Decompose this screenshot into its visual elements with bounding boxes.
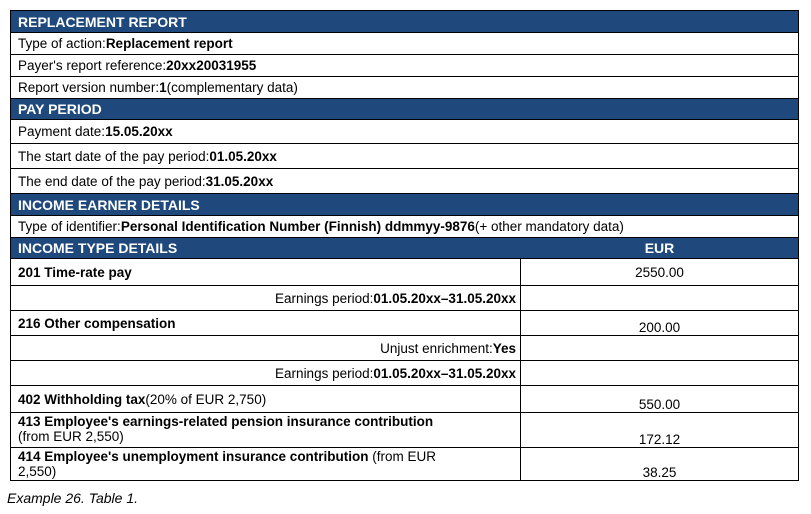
section-title: INCOME TYPE DETAILS [11, 238, 521, 258]
replacement-report-table [10, 10, 799, 481]
amount: 550.00 [638, 397, 681, 412]
section-header-replacement-report [11, 11, 798, 32]
report-version-value: 1 [159, 80, 167, 95]
amount: 38.25 [642, 465, 677, 480]
income-type-note: (20% of EUR 2,750) [145, 391, 267, 407]
income-type-name: 216 Other compensation [18, 315, 176, 331]
section-title: INCOME EARNER DETAILS [18, 196, 200, 213]
end-date-row: The end date of the pay period: 31.05.20xx [11, 168, 798, 193]
income-type-note: (from EUR 2,550) [18, 429, 124, 444]
amount: 172.12 [638, 432, 681, 447]
earnings-period-value: 01.05.20xx–31.05.20xx [373, 290, 516, 306]
earnings-period-row: Earnings period: 01.05.20xx–31.05.20xx [11, 285, 798, 310]
section-title: REPLACEMENT REPORT [18, 13, 187, 30]
start-date-row: The start date of the pay period: 01.05.20xx [11, 143, 798, 168]
unjust-enrichment-value: Yes [492, 340, 516, 356]
income-type-414-row [11, 447, 798, 480]
unjust-enrichment-row: Unjust enrichment: Yes [11, 335, 798, 360]
end-date-value: 31.05.20xx [205, 173, 274, 189]
income-type-name: 402 Withholding tax [18, 391, 146, 407]
report-reference-row: Payer's report reference: 20xx20031955 [11, 54, 798, 76]
income-type-note: 2,550) [18, 464, 57, 479]
section-header-income-type [11, 237, 798, 258]
earnings-period-row: Earnings period: 01.05.20xx–31.05.20xx [11, 360, 798, 385]
payment-date-row: Payment date: 15.05.20xx [11, 119, 798, 143]
section-title: PAY PERIOD [18, 101, 102, 117]
identifier-row: Type of identifier: Personal Identification Number (Finnish) ddmmyy-9876 (+ other mandatory data) [11, 215, 798, 237]
earnings-period-value: 01.05.20xx–31.05.20xx [373, 365, 516, 381]
income-type-216-row [11, 310, 798, 335]
identifier-value: Personal Identification Number (Finnish) ddmmyy-9876 [120, 219, 475, 234]
start-date-value: 01.05.20xx [209, 148, 277, 164]
income-type-201-row [11, 258, 798, 285]
income-type-name: 413 Employee's earnings-related pension insurance contribution [18, 414, 434, 429]
section-header-income-earner [11, 193, 798, 215]
amount: 2550.00 [635, 264, 684, 280]
income-type-402-row [11, 385, 798, 412]
currency-header: EUR [644, 240, 675, 256]
income-type-name: 414 Employee's unemployment insurance contribution [18, 449, 369, 464]
type-of-action-row: Type of action: Replacement report [11, 32, 798, 54]
type-of-action-value: Replacement report [105, 36, 233, 51]
income-type-note-inline: (from EUR [368, 449, 437, 464]
report-reference-value: 20xx20031955 [166, 58, 257, 73]
income-type-name: 201 Time-rate pay [18, 264, 132, 280]
table-caption: Example 26. Table 1. [7, 490, 139, 506]
payment-date-value: 15.05.20xx [105, 124, 173, 139]
section-header-pay-period [11, 98, 798, 119]
income-type-413-row [11, 412, 798, 447]
amount: 200.00 [638, 320, 681, 335]
report-version-row: Report version number: 1 (complementary data) [11, 76, 798, 98]
